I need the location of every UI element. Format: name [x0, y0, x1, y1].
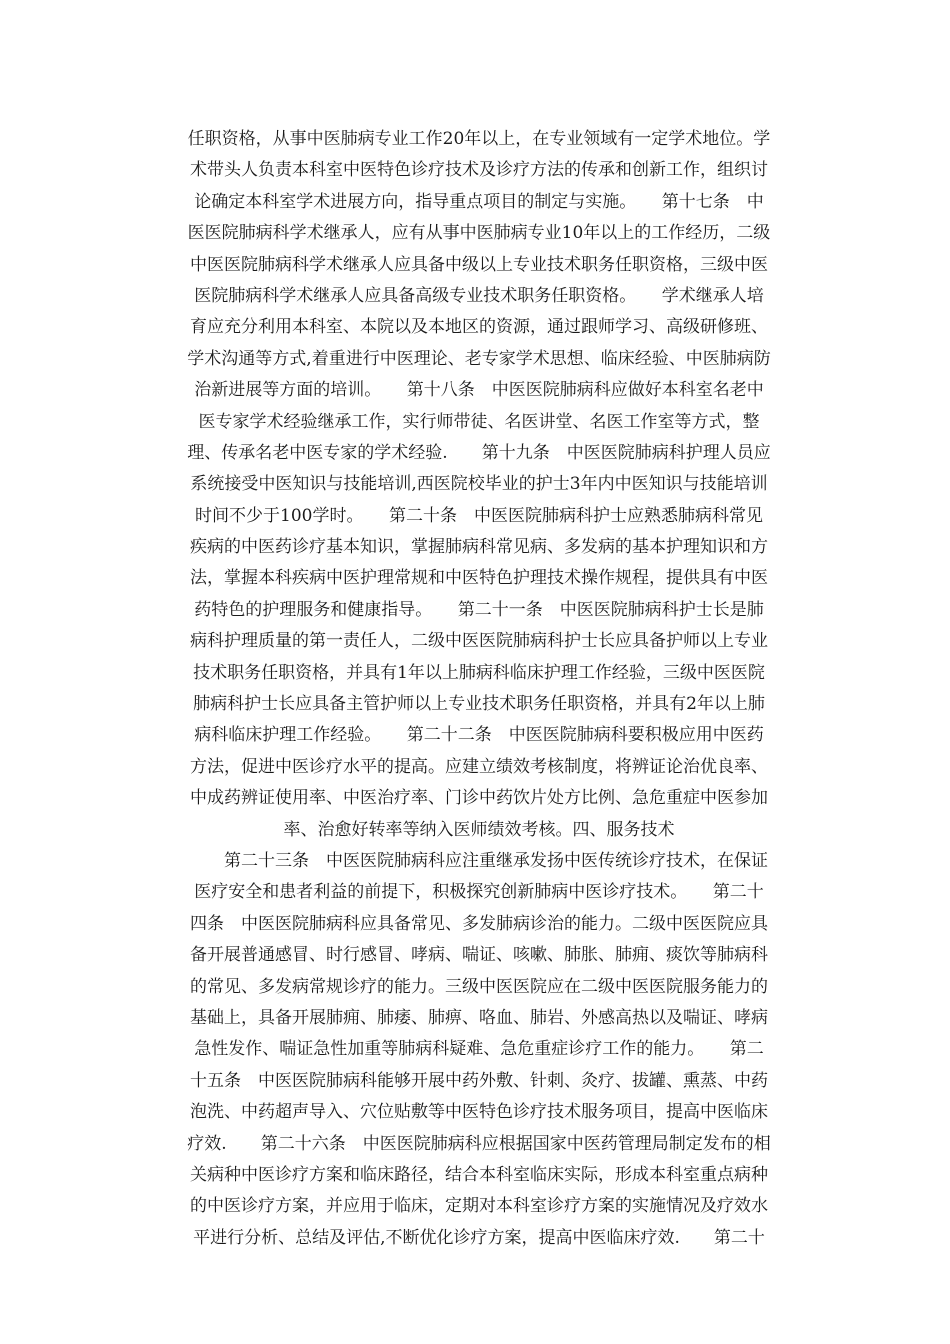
text-line: 四条 中医医院肺病科应具备常见、多发肺病诊治的能力。二级中医医院应具 [190, 913, 768, 934]
text-line: 学术沟通等方式,着重进行中医理论、老专家学术思想、临床经验、中医肺病防 [187, 348, 771, 369]
text-line: 系统接受中医知识与技能培训,西医院校毕业的护士3年内中医知识与技能培训 [190, 474, 768, 495]
text-line: 方法，促进中医诊疗水平的提高。应建立绩效考核制度，将辨证论治优良率、 [190, 756, 768, 777]
text-line: 育应充分利用本科室、本院以及本地区的资源，通过跟师学习、高级研修班、 [190, 317, 768, 338]
text-line: 急性发作、喘证急性加重等肺病科疑难、急危重症诊疗工作的能力。 第二 [194, 1039, 764, 1060]
text-line: 医院肺病科学术继承人应具备高级专业技术职务任职资格。 学术继承人培 [194, 285, 764, 306]
text-line: 任职资格，从事中医肺病专业工作20年以上，在专业领域有一定学术地位。学 [187, 129, 771, 149]
text-line: 的中医诊疗方案，并应用于临床，定期对本科室诊疗方案的实施情况及疗效水 [190, 1196, 768, 1217]
text-line: 疾病的中医药诊疗基本知识，掌握肺病科常见病、多发病的基本护理知识和方 [190, 537, 768, 558]
text-line: 第二十三条 中医医院肺病科应注重继承发扬中医传统诊疗技术，在保证 [190, 850, 768, 871]
text-line: 治新进展等方面的培训。 第十八条 中医医院肺病科应做好本科室名老中 [194, 380, 764, 401]
text-line: 平进行分析、总结及评估,不断优化诊疗方案，提高中医临床疗效. 第二十 [193, 1227, 765, 1248]
text-line: 关病种中医诊疗方案和临床路径，结合本科室临床实际，形成本科室重点病种 [190, 1164, 768, 1185]
text-line: 泡洗、中药超声导入、穴位贴敷等中医特色诊疗技术服务项目，提高中医临床 [190, 1102, 768, 1123]
text-line: 病科护理质量的第一责任人，二级中医医院肺病科护士长应具备护师以上专业 [190, 631, 768, 652]
text-line: 基础上，具备开展肺痈、肺痿、肺痹、咯血、肺岩、外感高热以及喘证、哮病 [190, 1007, 768, 1028]
text-line: 率、治愈好转率等纳入医师绩效考核。四、服务技术 [283, 819, 675, 840]
text-line: 医专家学术经验继承工作，实行师带徒、名医讲堂、名医工作室等方式，整 [198, 411, 760, 432]
text-line: 肺病科护士长应具备主管护师以上专业技术职务任职资格，并具有2年以上肺 [193, 694, 765, 715]
text-line: 疗效. 第二十六条 中医医院肺病科应根据国家中医药管理局制定发布的相 [187, 1133, 771, 1154]
text-line: 医医院肺病科学术继承人，应有从事中医肺病专业10年以上的工作经历，二级 [187, 223, 771, 244]
text-line: 时间不少于100学时。 第二十条 中医医院肺病科护士应熟悉肺病科常见 [195, 505, 763, 526]
text-line: 备开展普通感冒、时行感冒、哮病、喘证、咳嗽、肺胀、肺痈、痰饮等肺病科 [190, 945, 768, 966]
text-line: 中医医院肺病科学术继承人应具备中级以上专业技术职务任职资格，三级中医 [190, 254, 768, 275]
text-line: 十五条 中医医院肺病科能够开展中药外敷、针刺、灸疗、拔罐、熏蒸、中药 [190, 1070, 768, 1091]
text-line: 技术职务任职资格，并具有1年以上肺病科临床护理工作经验，三级中医医院 [193, 662, 765, 683]
text-line: 术带头人负责本科室中医特色诊疗技术及诊疗方法的传承和创新工作，组织讨 [190, 160, 768, 181]
text-line: 药特色的护理服务和健康指导。 第二十一条 中医医院肺病科护士长是肺 [194, 599, 764, 620]
text-line: 中成药辨证使用率、中医治疗率、门诊中药饮片处方比例、急危重症中医参加 [190, 788, 768, 809]
text-line: 论确定本科室学术进展方向，指导重点项目的制定与实施。 第十七条 中 [194, 191, 764, 212]
document-body [148, 124, 810, 1254]
text-line: 理、传承名老中医专家的学术经验. 第十九条 中医医院肺病科护理人员应 [187, 442, 771, 463]
text-line: 医疗安全和患者利益的前提下，积极探究创新肺病中医诊疗技术。 第二十 [194, 882, 764, 903]
text-line: 法，掌握本科疾病中医护理常规和中医特色护理技术操作规程，提供具有中医 [190, 568, 768, 589]
text-line: 的常见、多发病常规诊疗的能力。三级中医医院应在二级中医医院服务能力的 [190, 976, 768, 997]
text-line: 病科临床护理工作经验。 第二十二条 中医医院肺病科要积极应用中医药 [194, 725, 764, 746]
